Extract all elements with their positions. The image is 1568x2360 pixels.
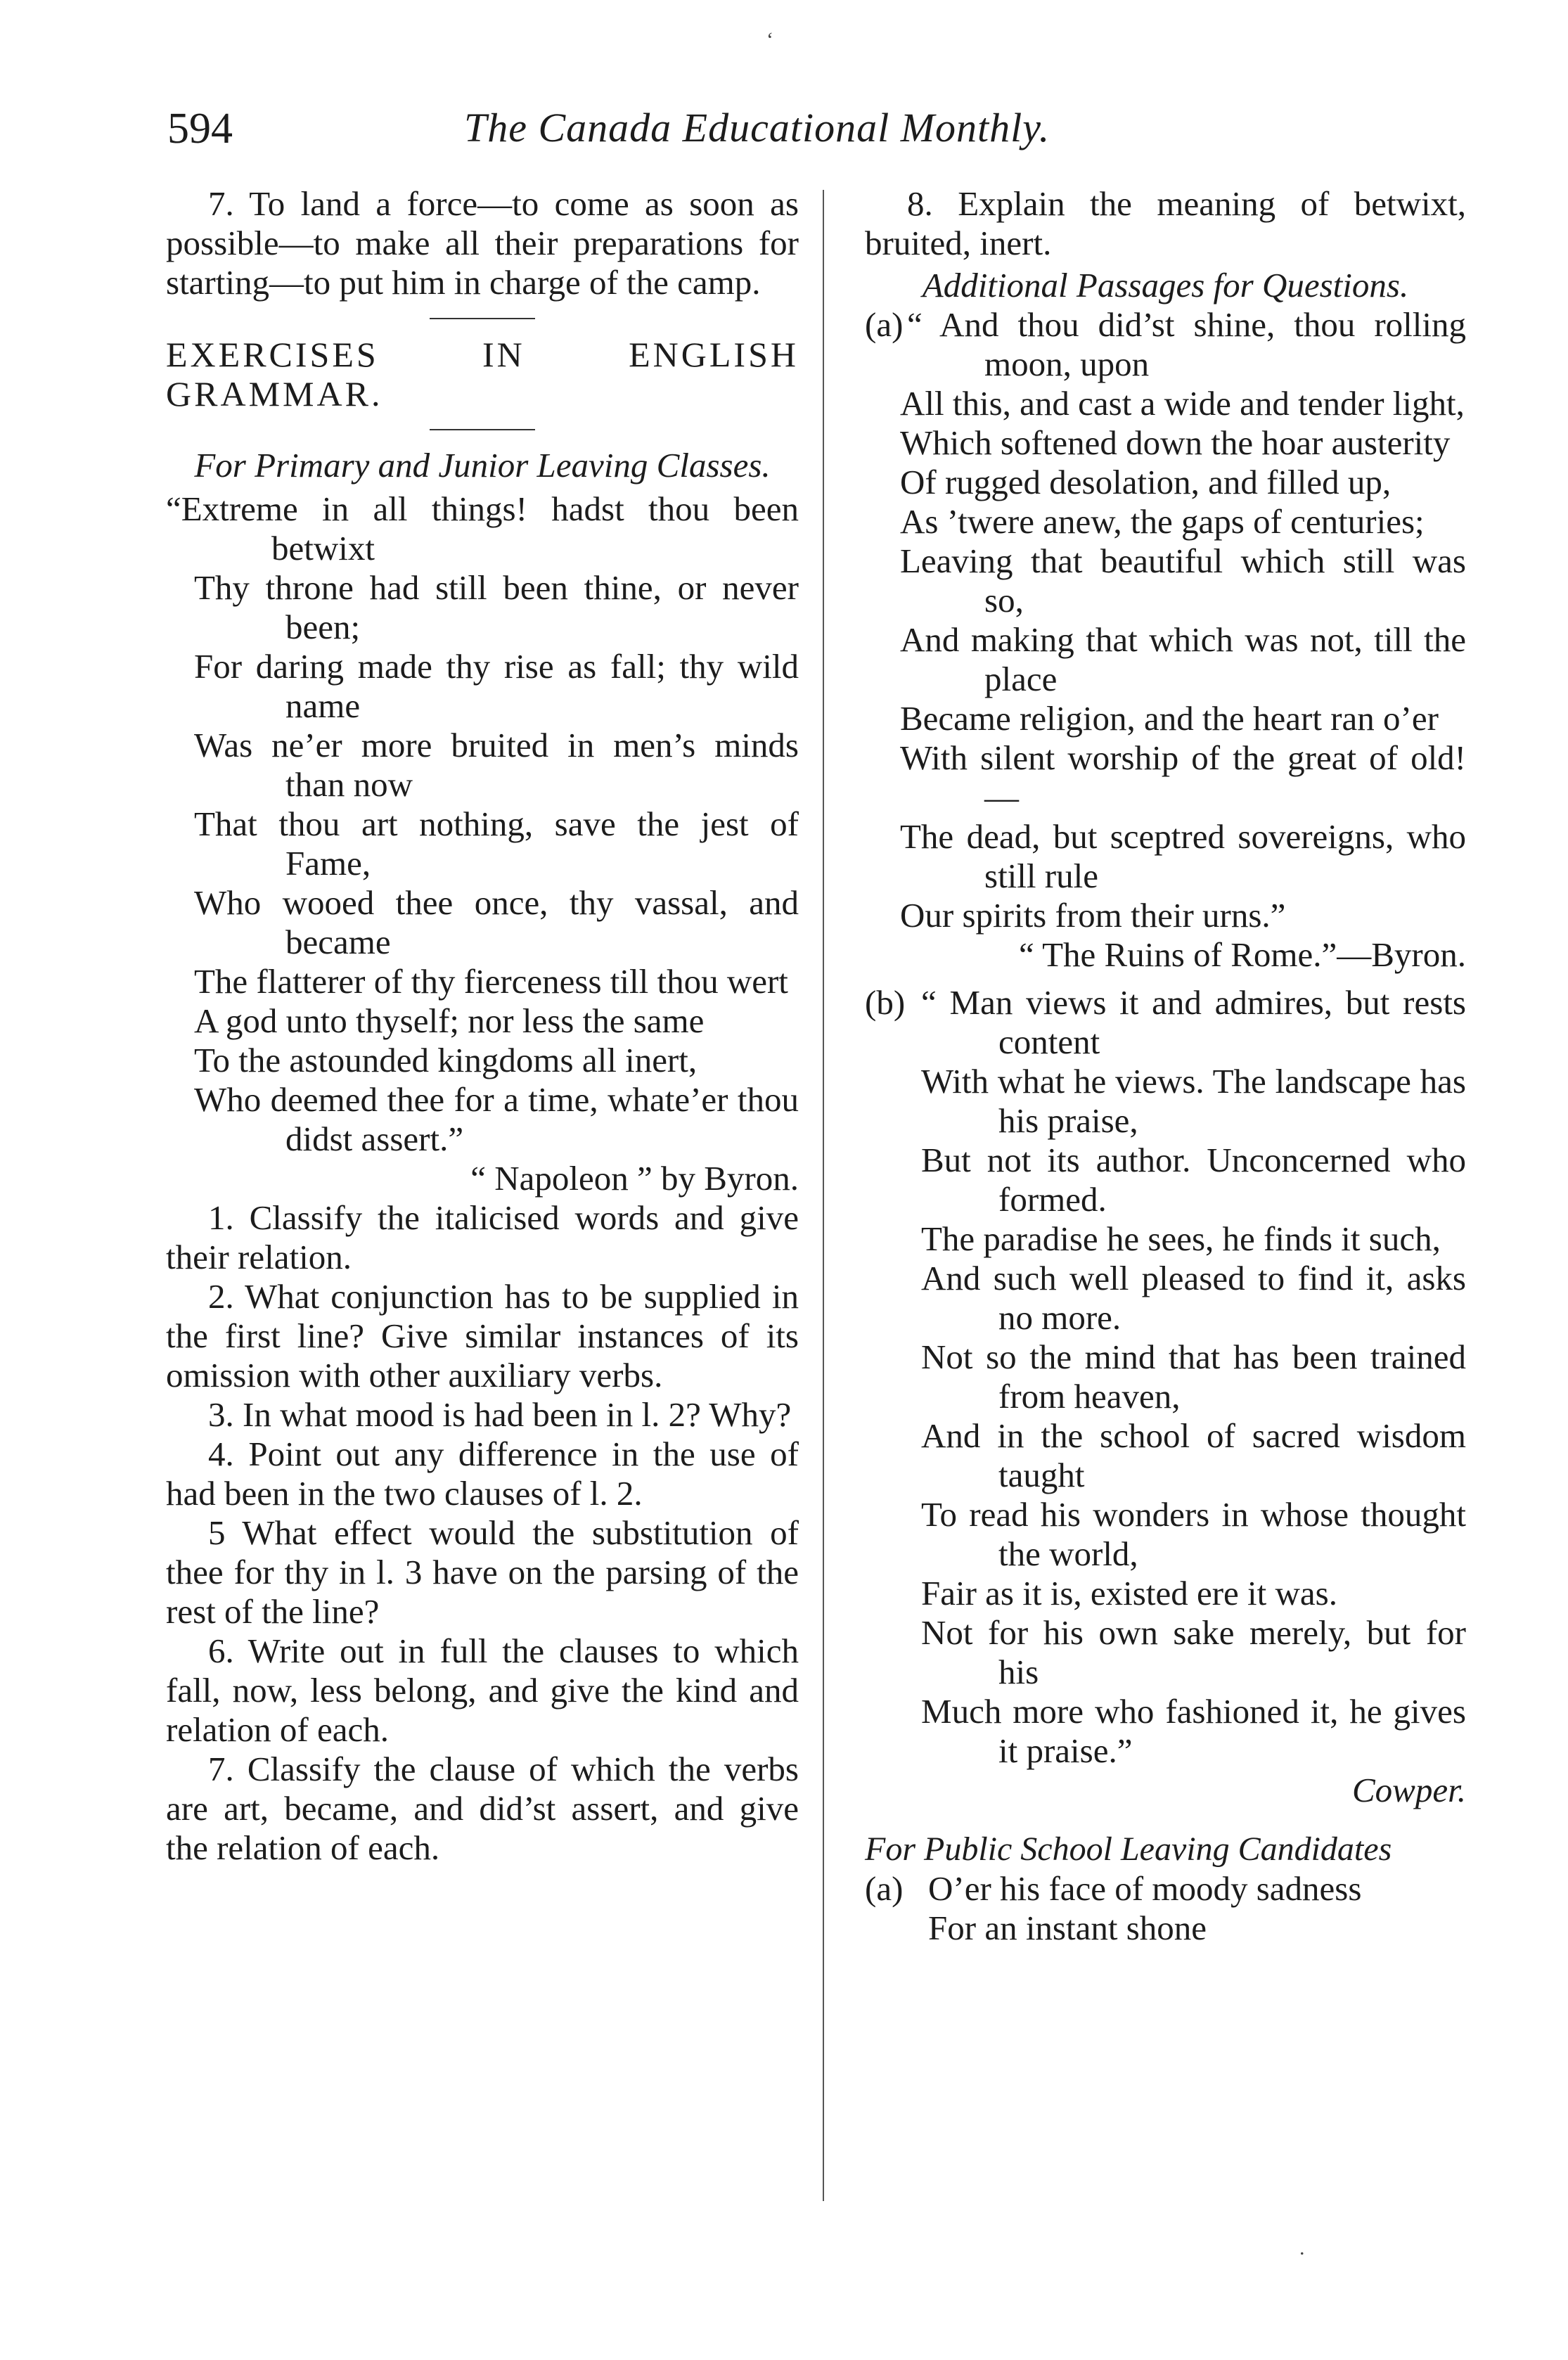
passage-line: With what he views. The landscape has his praise, xyxy=(921,1062,1466,1140)
passage-line: Much more who fashioned it, he gives it praise.” xyxy=(921,1692,1466,1770)
passage-line: Which softened down the hoar austerity xyxy=(900,423,1451,462)
question-item: 4. Point out any difference in the use of had been in the two clauses of l. 2. xyxy=(166,1435,799,1513)
poem-line: That thou art nothing, save the jest of Fame, xyxy=(194,804,799,883)
short-rule xyxy=(430,318,535,319)
poem-line: Thy throne had still been thine, or never been; xyxy=(194,568,799,646)
page-header xyxy=(0,104,1568,167)
passage-line: With silent worship of the great of old!— xyxy=(900,738,1466,816)
public-school-heading: For Public School Leaving Candidates xyxy=(865,1830,1392,1868)
passage-line: Fair as it is, existed ere it was. xyxy=(921,1574,1337,1612)
poem-line: The flatterer of thy fierceness till thou wert xyxy=(194,962,788,1001)
passage-line: And such well pleased to find it, asks no more. xyxy=(921,1259,1466,1337)
page-number: 594 xyxy=(167,105,233,153)
short-rule xyxy=(430,429,535,430)
section-heading: EXERCISES IN ENGLISH GRAMMAR. xyxy=(166,335,799,413)
question-item: 2. What conjunction has to be supplied in the first line? Give similar instances of its omission with other auxiliary verbs. xyxy=(166,1277,799,1394)
passage-b xyxy=(865,983,1466,1810)
passage-line: Of rugged desolation, and filled up, xyxy=(900,463,1392,501)
question-item: 3. In what mood is had been in l. 2? Why? xyxy=(208,1395,792,1434)
poem-line: A god unto thyself; nor less the same xyxy=(194,1001,705,1040)
passages-heading: Additional Passages for Questions. xyxy=(922,266,1409,304)
question-list xyxy=(166,1198,799,1868)
passage-a xyxy=(865,305,1466,975)
passage-line: And making that which was not, till the place xyxy=(900,620,1466,698)
poem-line: Was ne’er more bruited in men’s minds than now xyxy=(194,726,799,804)
passage-line: Not so the mind that has been trained from heaven, xyxy=(921,1338,1466,1416)
byron-poem xyxy=(166,489,799,1198)
poem-line: “Extreme in all things! hadst thou been betwixt xyxy=(166,489,799,567)
section-subheading: For Primary and Junior Leaving Classes. xyxy=(194,446,771,485)
passage-line: And in the school of sacred wisdom taught xyxy=(921,1416,1466,1494)
passage-line: Leaving that beautiful which still was so, xyxy=(900,541,1466,620)
question-8: 8. Explain the meaning of betwixt, bruited, inert. xyxy=(865,184,1466,262)
question-item: 7. Classify the clause of which the verbs are art, became, and did’st assert, and give the relation of each. xyxy=(166,1750,799,1867)
poem-line: For daring made thy rise as fall; thy wild name xyxy=(194,647,799,725)
left-column xyxy=(166,184,799,1868)
question-item: 1. Classify the italicised words and give their relation. xyxy=(166,1198,799,1276)
right-column xyxy=(865,184,1466,1948)
passage-line: All this, and cast a wide and tender light, xyxy=(900,384,1465,423)
passage-line: But not its author. Unconcerned who formed. xyxy=(921,1141,1466,1219)
question-item: 6. Write out in full the clauses to which fall, now, less belong, and give the kind and relation of each. xyxy=(166,1631,799,1749)
passage-line: The paradise he sees, he finds it such, xyxy=(921,1219,1441,1258)
poem-line: To the astounded kingdoms all inert, xyxy=(194,1041,698,1079)
passage-line: The dead, but sceptred sovereigns, who still rule xyxy=(900,817,1466,895)
print-speck: . xyxy=(1299,2236,1305,2259)
passage-line: “ And thou did’st shine, thou rolling moon, upon xyxy=(907,305,1466,383)
column-divider xyxy=(823,190,824,2201)
passage-line: As ’twere anew, the gaps of centuries; xyxy=(900,502,1425,541)
poem-line: Who wooed thee once, thy vassal, and became xyxy=(194,883,799,961)
question-item: 5 What effect would the substitution of thee for thy in l. 3 have on the parsing of the rest of the line? xyxy=(166,1513,799,1631)
passage-label: (a) xyxy=(865,305,904,344)
running-title: The Canada Educational Monthly. xyxy=(464,105,1050,150)
answer-7: 7. To land a force—to come as soon as possible—to make all their preparations for starting—to put him in charge of the camp. xyxy=(166,184,799,302)
passage-line: “ Man views it and admires, but rests content xyxy=(921,983,1466,1061)
print-speck: ‘ xyxy=(766,28,773,51)
passage-credit: Cowper. xyxy=(1351,1771,1466,1809)
passage-label: (a) xyxy=(865,1869,904,1908)
passage-credit: “ The Ruins of Rome.”—Byron. xyxy=(1018,935,1466,974)
passage-line: O’er his face of moody sadness xyxy=(928,1869,1362,1908)
passage-line: For an instant shone xyxy=(928,1909,1207,1947)
passage-line: Became religion, and the heart ran o’er xyxy=(900,699,1439,738)
passage-line: To read his wonders in whose thought the world, xyxy=(921,1495,1466,1573)
passage-label: (b) xyxy=(865,983,906,1022)
poem-line: Who deemed thee for a time, whate’er thou didst assert.” xyxy=(194,1080,799,1158)
passage-c xyxy=(865,1869,1466,1948)
poem-credit: “ Napoleon ” by Byron. xyxy=(470,1159,799,1198)
passage-line: Our spirits from their urns.” xyxy=(900,896,1286,935)
passage-line: Not for his own sake merely, but for his xyxy=(921,1613,1466,1691)
